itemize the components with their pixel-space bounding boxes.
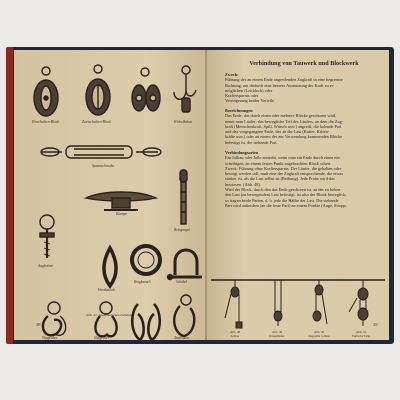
page-number-right: 39: [373, 322, 378, 327]
whip-tackle-icon: [225, 280, 242, 328]
ring-thimble-icon: [132, 246, 160, 274]
figure-number: Abb. 49: [271, 330, 283, 334]
text-line: Zweck: Führung ohne Kraftersparnis. Der Läufer, die gehalten oder: [225, 165, 342, 171]
item-label: Slipgräber: [42, 336, 58, 340]
text-line: möglichen (Leitblock) oder: [225, 87, 273, 93]
text-line: scheibigen, an einem festen Punkt angebrachten Block schert.: [225, 160, 332, 166]
belaying-pin-icon: [180, 170, 187, 224]
figure-title: Doppelte Jolltau: [308, 334, 330, 338]
text-line: Part wird außerdem (an die feste Part) an einem Punkte (Auge, Stropp,: [225, 202, 347, 208]
figure-title: Klappläufer: [269, 334, 285, 338]
single-sheave-block-icon: [34, 67, 58, 116]
figure-label: [265, 330, 289, 338]
item-label: Zweischeiben-Block: [82, 120, 111, 124]
text-line: Ein Jolltau oder Jolle entsteht, wenn man ein Ende durch einen ein-: [225, 155, 341, 161]
section-heading: Bezeichnungen: [225, 108, 253, 113]
shackle-icon: [168, 250, 203, 280]
text-line: so tragen beide Parten, d. h. jede die Hälfte der Last. Die stehende: [225, 197, 339, 203]
figure-label: [307, 330, 331, 338]
book: [6, 47, 394, 344]
runner-tackle-icon: [274, 280, 282, 326]
figure-number: Abb. 48: [229, 330, 241, 334]
page-title: Verbindung von Tauwerk und Blockwerk: [249, 60, 359, 67]
gun-tackle-icon: [349, 280, 368, 326]
text-line: Führung der an einem Ende angreifenden Zugkraft in eine begrenzte: [225, 77, 343, 83]
double-sheave-block-icon: [86, 65, 110, 115]
double-whip-icon: [313, 280, 327, 324]
figure-caption: Abb. 47. Seemännisches Zubehör: [86, 313, 132, 317]
section-heading: Zweck:: [225, 72, 239, 77]
section-heading: Verbindungsarten: [225, 150, 259, 155]
item-label: Herzkausch: [98, 288, 115, 292]
item-label: Schäkel: [176, 280, 188, 284]
text-line: bewegt werden soll, muß eine der Zugkraft entsprechende, die etwas: [225, 171, 344, 177]
heart-thimble-icon: [104, 248, 116, 286]
text-line: Kraftersparnis oder: [225, 93, 259, 99]
figure-title: Jolltau: [230, 334, 240, 338]
figure-number: Abb. 50: [313, 330, 325, 334]
section-connection-types: [225, 150, 381, 208]
triple-block-icon: [132, 68, 160, 111]
figure-title: Einfache Talje: [351, 334, 371, 338]
tackle-figures: [207, 278, 389, 330]
item-label: Klampe: [116, 212, 128, 216]
sister-hook-icon: [174, 295, 194, 336]
hook-pair-icon: [132, 304, 160, 340]
book-cover-edge: [6, 47, 13, 344]
section-terms: [225, 108, 381, 145]
text-line: bewiesen. (Abb. 48).: [225, 181, 261, 187]
swivel-hook-icon: [174, 66, 196, 112]
item-label: Slipgräber: [94, 336, 110, 340]
text-line: Richtung, um dadurch eine bessere Ausnutzung der Kraft zu er-: [225, 82, 335, 88]
figure-label: [349, 330, 373, 338]
item-label: Ringkausch: [134, 280, 151, 284]
left-page: [14, 50, 206, 340]
text-line: befestigt ist, die stehende Part.: [225, 139, 278, 145]
figure-label: [223, 330, 247, 338]
text-line: und das vorgegangene Ende, das an der Last (Kutter, Kriten-: [225, 129, 330, 135]
text-line: kraft (Menschenkraft, Spill, Winsch usw.) angreift, die holende Part: [225, 123, 342, 129]
section-purpose: [225, 72, 381, 104]
item-label: Augbolzen: [38, 264, 54, 268]
figure-number: Abb. 51: [355, 330, 367, 334]
slip-hook-icon: [43, 302, 66, 335]
item-label: Taufhaken: [174, 336, 189, 340]
text-line: stärker ist, als die Last selbst ist (Reibung). Jede Probe wird das: [225, 176, 335, 182]
cleat-icon: [86, 192, 156, 210]
item-label: Spannschraube: [92, 164, 115, 168]
item-label: Wirbelhaken: [174, 120, 193, 124]
turnbuckle-icon: [41, 146, 161, 158]
item-label: Belegnagel: [174, 228, 191, 232]
text-line: Verringerung beider Vorteile.: [225, 98, 276, 104]
page-number-left: 38: [36, 322, 41, 327]
eyebolt-icon: [40, 215, 54, 258]
right-page: [207, 50, 389, 340]
text-line: Wird der Block, durch den das Ende geschoren ist, an der zu heben-: [225, 187, 342, 193]
slip-hook-double-icon: [95, 302, 116, 336]
text-line: den Last (zu bewegenden) Last befestigt, ist also der Block beweglich,: [225, 192, 347, 198]
hardware-plate: [14, 50, 206, 340]
item-label: Einscheiben-Block: [32, 120, 59, 124]
text-line: kräfte usw.) oder an einem der zur Verwendung kommenden Blöcke: [225, 134, 343, 140]
text-line: nennt man Läufer; das bewegliche Teil des Läufers, an dem die Zug-: [225, 118, 344, 124]
text-line: Das Ende, das durch einen oder mehrere Blöcke geschoren wird,: [225, 113, 337, 119]
